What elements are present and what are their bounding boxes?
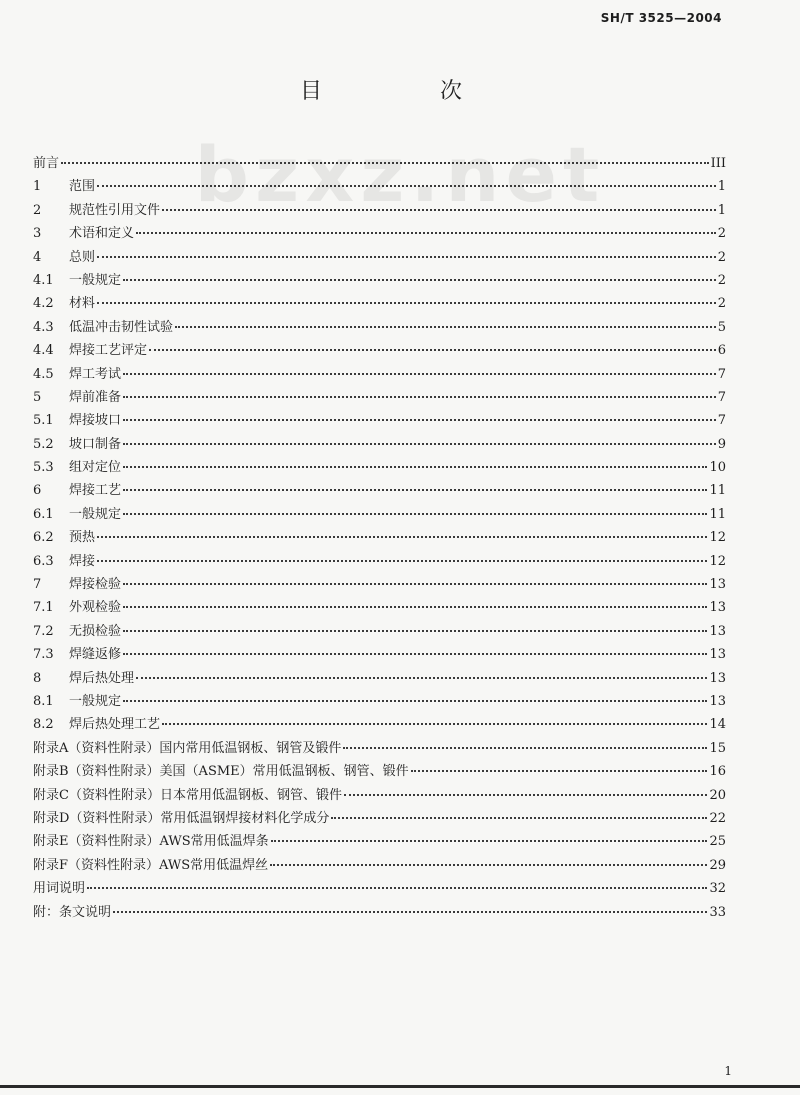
toc-entry-page: 2 bbox=[717, 226, 726, 242]
toc-entry-page: 13 bbox=[709, 693, 726, 709]
toc-entry-number: 4.3 bbox=[33, 319, 54, 335]
toc-entry[interactable] bbox=[33, 667, 726, 690]
toc-entry-title: 前言 bbox=[33, 156, 60, 171]
toc-leader-dots bbox=[97, 560, 707, 562]
toc-entry-number: 7.1 bbox=[33, 600, 54, 616]
toc-entry-page: 5 bbox=[717, 319, 726, 335]
toc-entry-page: 7 bbox=[717, 389, 726, 405]
toc-entry[interactable] bbox=[33, 784, 726, 807]
toc-entry-title: 外观检验 bbox=[69, 600, 122, 616]
toc-entry[interactable] bbox=[33, 199, 726, 222]
toc-entry-number: 5.1 bbox=[33, 413, 54, 429]
toc-entry-page: 13 bbox=[709, 600, 726, 616]
toc-entry-number: 4.2 bbox=[33, 296, 54, 312]
toc-entry-page: 29 bbox=[709, 857, 726, 873]
toc-leader-dots bbox=[123, 513, 707, 515]
toc-entry-page: 1 bbox=[717, 202, 726, 218]
toc-leader-dots bbox=[123, 396, 716, 398]
toc-entry-number: 2 bbox=[33, 202, 42, 218]
toc-entry-title: 预热 bbox=[69, 530, 96, 546]
toc-entry[interactable] bbox=[33, 269, 726, 292]
toc-entry[interactable] bbox=[33, 222, 726, 245]
toc-entry-page: 15 bbox=[709, 740, 726, 756]
toc-entry-title: 附录C（资料性附录）日本常用低温钢板、钢管、锻件 bbox=[33, 787, 342, 803]
toc-leader-dots bbox=[87, 887, 707, 889]
toc-entry-number: 5.2 bbox=[33, 436, 54, 452]
toc-entry[interactable] bbox=[33, 246, 726, 269]
toc-entry[interactable] bbox=[33, 596, 726, 619]
toc-leader-dots bbox=[97, 302, 716, 304]
title-char-2: 次 bbox=[440, 79, 463, 104]
toc-entry-title: 焊后热处理工艺 bbox=[69, 717, 161, 733]
toc-entry-title: 一般规定 bbox=[69, 693, 122, 709]
toc-leader-dots bbox=[123, 279, 716, 281]
page-number: 1 bbox=[724, 1064, 732, 1078]
toc-entry-page: 2 bbox=[717, 249, 726, 265]
toc-entry-number: 1 bbox=[33, 179, 42, 195]
toc-entry[interactable] bbox=[33, 526, 726, 549]
toc-entry-number: 6.3 bbox=[33, 553, 54, 569]
toc-entry[interactable] bbox=[33, 807, 726, 830]
toc-entry[interactable] bbox=[33, 830, 726, 853]
toc-entry-title: 附录E（资料性附录）AWS常用低温焊条 bbox=[33, 834, 269, 850]
toc-entry[interactable] bbox=[33, 690, 726, 713]
toc-entry-page: 14 bbox=[709, 717, 726, 733]
toc-entry-title: 规范性引用文件 bbox=[69, 202, 161, 218]
toc-entry-page: 16 bbox=[709, 764, 726, 780]
toc-entry-page: 6 bbox=[717, 343, 726, 359]
toc-leader-dots bbox=[136, 232, 716, 234]
toc-leader-dots bbox=[123, 653, 707, 655]
toc-entry[interactable] bbox=[33, 479, 726, 502]
toc-entry-number: 6 bbox=[33, 483, 42, 499]
toc-entry-title: 焊接 bbox=[69, 553, 96, 569]
bottom-rule bbox=[0, 1085, 800, 1088]
toc-entry-title: 用词说明 bbox=[33, 881, 86, 897]
toc-leader-dots bbox=[61, 162, 709, 164]
toc-entry-number: 7.3 bbox=[33, 647, 54, 663]
toc-entry[interactable] bbox=[33, 901, 726, 924]
toc-entry-page: 10 bbox=[709, 460, 726, 476]
toc-entry-number: 5 bbox=[33, 389, 42, 405]
toc-entry-page: 2 bbox=[717, 272, 726, 288]
toc-leader-dots bbox=[270, 864, 707, 866]
toc-leader-dots bbox=[97, 536, 707, 538]
toc-entry-title: 附录F（资料性附录）AWS常用低温焊丝 bbox=[33, 857, 269, 873]
toc-entry-number: 4.4 bbox=[33, 343, 54, 359]
toc-entry-title: 附录D（资料性附录）常用低温钢焊接材料化学成分 bbox=[33, 810, 330, 826]
toc-entry-title: 附：条文说明 bbox=[33, 904, 112, 920]
toc-leader-dots bbox=[149, 349, 716, 351]
toc-entry-title: 无损检验 bbox=[69, 623, 122, 639]
toc-entry-page: 33 bbox=[709, 904, 726, 920]
toc-entry-title: 材料 bbox=[69, 296, 96, 312]
toc-entry-title: 范围 bbox=[69, 179, 96, 195]
table-of-contents bbox=[33, 152, 726, 924]
toc-entry-title: 低温冲击韧性试验 bbox=[69, 319, 174, 335]
toc-leader-dots bbox=[343, 747, 707, 749]
toc-entry-title: 一般规定 bbox=[69, 272, 122, 288]
toc-entry-page: 20 bbox=[709, 787, 726, 803]
toc-entry-page: 12 bbox=[709, 553, 726, 569]
toc-entry[interactable] bbox=[33, 854, 726, 877]
toc-entry[interactable] bbox=[33, 550, 726, 573]
toc-entry-page: 22 bbox=[709, 810, 726, 826]
toc-entry-number: 8 bbox=[33, 670, 42, 686]
toc-entry-number: 4 bbox=[33, 249, 42, 265]
toc-entry[interactable] bbox=[33, 175, 726, 198]
toc-leader-dots bbox=[123, 489, 707, 491]
toc-entry-page: 2 bbox=[717, 296, 726, 312]
toc-leader-dots bbox=[175, 326, 716, 328]
toc-entry-page: 13 bbox=[709, 577, 726, 593]
toc-leader-dots bbox=[123, 419, 716, 421]
toc-entry[interactable] bbox=[33, 433, 726, 456]
toc-leader-dots bbox=[344, 794, 708, 796]
toc-leader-dots bbox=[271, 840, 708, 842]
toc-entry-number: 7 bbox=[33, 577, 42, 593]
toc-entry[interactable] bbox=[33, 573, 726, 596]
toc-leader-dots bbox=[136, 677, 707, 679]
toc-entry-title: 术语和定义 bbox=[69, 226, 135, 242]
toc-entry-number: 3 bbox=[33, 226, 42, 242]
toc-entry[interactable] bbox=[33, 620, 726, 643]
toc-leader-dots bbox=[123, 373, 716, 375]
toc-entry-page: 13 bbox=[709, 647, 726, 663]
toc-entry[interactable] bbox=[33, 292, 726, 315]
toc-entry[interactable] bbox=[33, 339, 726, 362]
toc-entry-title: 焊后热处理 bbox=[69, 670, 135, 686]
toc-entry-title: 附录A（资料性附录）国内常用低温钢板、钢管及锻件 bbox=[33, 740, 342, 756]
toc-entry-title: 焊前准备 bbox=[69, 389, 122, 405]
toc-entry-title: 附录B（资料性附录）美国（ASME）常用低温钢板、钢管、锻件 bbox=[33, 764, 409, 780]
toc-entry-title: 总则 bbox=[69, 249, 96, 265]
toc-entry-page: III bbox=[710, 156, 726, 171]
toc-entry-number: 5.3 bbox=[33, 460, 54, 476]
toc-leader-dots bbox=[162, 209, 716, 211]
toc-leader-dots bbox=[97, 256, 716, 258]
toc-leader-dots bbox=[123, 700, 707, 702]
toc-entry-page: 13 bbox=[709, 623, 726, 639]
toc-entry[interactable] bbox=[33, 316, 726, 339]
toc-entry[interactable] bbox=[33, 737, 726, 760]
toc-entry-page: 11 bbox=[709, 506, 726, 522]
toc-entry-number: 4.5 bbox=[33, 366, 54, 382]
toc-entry-page: 11 bbox=[709, 483, 726, 499]
toc-entry-title: 焊接坡口 bbox=[69, 413, 122, 429]
toc-entry[interactable] bbox=[33, 760, 726, 783]
toc-entry-page: 1 bbox=[717, 179, 726, 195]
toc-entry[interactable] bbox=[33, 713, 726, 736]
toc-leader-dots bbox=[97, 185, 716, 187]
toc-entry[interactable] bbox=[33, 363, 726, 386]
toc-leader-dots bbox=[113, 911, 707, 913]
toc-leader-dots bbox=[123, 466, 707, 468]
toc-entry[interactable] bbox=[33, 643, 726, 666]
toc-entry-page: 7 bbox=[717, 366, 726, 382]
toc-entry-title: 焊接工艺 bbox=[69, 483, 122, 499]
toc-entry[interactable] bbox=[33, 877, 726, 900]
toc-entry-title: 一般规定 bbox=[69, 506, 122, 522]
toc-entry-number: 7.2 bbox=[33, 623, 54, 639]
toc-leader-dots bbox=[123, 630, 707, 632]
toc-entry[interactable] bbox=[33, 152, 726, 175]
toc-entry[interactable] bbox=[33, 456, 726, 479]
watermark: bzxz.net bbox=[194, 130, 606, 219]
toc-leader-dots bbox=[123, 583, 707, 585]
toc-entry-number: 6.2 bbox=[33, 530, 54, 546]
toc-entry-title: 焊缝返修 bbox=[69, 647, 122, 663]
toc-entry-page: 13 bbox=[709, 670, 726, 686]
toc-entry-number: 6.1 bbox=[33, 506, 54, 522]
toc-leader-dots bbox=[123, 443, 716, 445]
standard-code: SH/T 3525—2004 bbox=[600, 11, 722, 25]
toc-entry-title: 焊接检验 bbox=[69, 577, 122, 593]
toc-entry-title: 坡口制备 bbox=[69, 436, 122, 452]
toc-entry-title: 焊接工艺评定 bbox=[69, 343, 148, 359]
toc-entry-title: 焊工考试 bbox=[69, 366, 122, 382]
toc-leader-dots bbox=[123, 606, 707, 608]
toc-entry-page: 9 bbox=[717, 436, 726, 452]
toc-entry-title: 组对定位 bbox=[69, 460, 122, 476]
toc-leader-dots bbox=[162, 723, 707, 725]
toc-entry-page: 7 bbox=[717, 413, 726, 429]
toc-entry[interactable] bbox=[33, 386, 726, 409]
title-char-1: 目 bbox=[300, 79, 323, 104]
toc-entry-number: 8.1 bbox=[33, 693, 54, 709]
toc-entry[interactable] bbox=[33, 409, 726, 432]
toc-entry-number: 4.1 bbox=[33, 272, 54, 288]
toc-entry-page: 25 bbox=[709, 834, 726, 850]
toc-leader-dots bbox=[411, 770, 708, 772]
toc-entry-page: 32 bbox=[709, 881, 726, 897]
toc-entry-number: 8.2 bbox=[33, 717, 54, 733]
toc-entry-page: 12 bbox=[709, 530, 726, 546]
toc-entry[interactable] bbox=[33, 503, 726, 526]
toc-leader-dots bbox=[331, 817, 707, 819]
